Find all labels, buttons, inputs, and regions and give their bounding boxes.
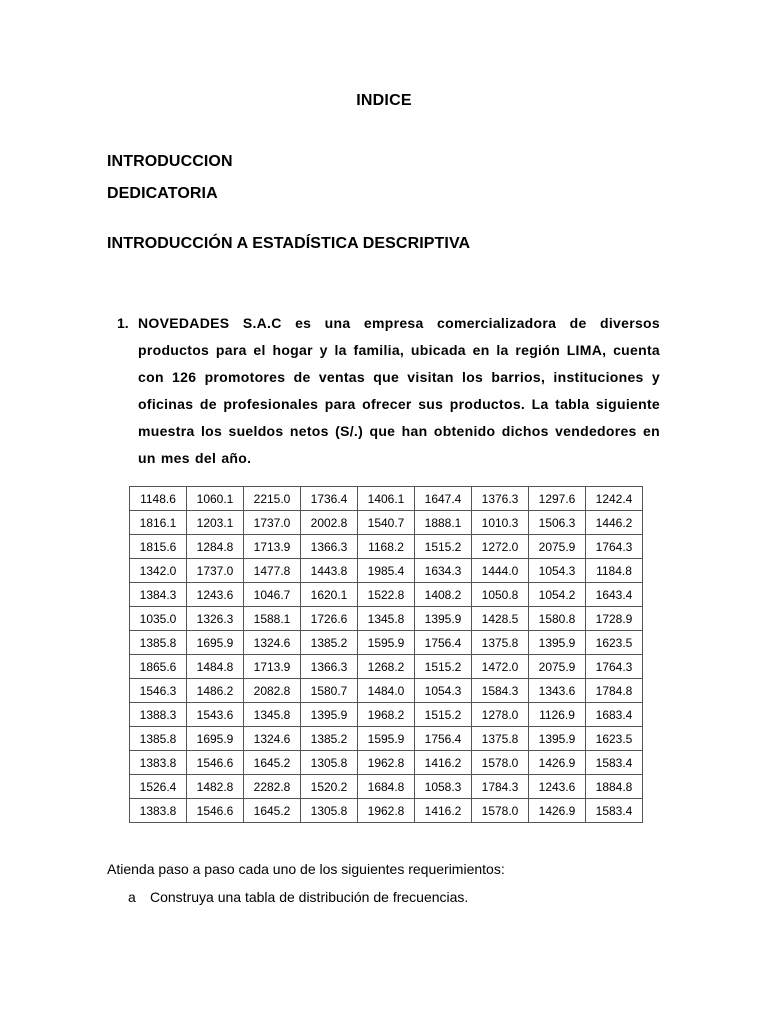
table-cell: 1595.9 — [358, 727, 415, 751]
table-cell: 1326.3 — [187, 607, 244, 631]
table-cell: 1865.6 — [130, 655, 187, 679]
table-cell: 1482.8 — [187, 775, 244, 799]
table-cell: 1684.8 — [358, 775, 415, 799]
table-cell: 1324.6 — [244, 727, 301, 751]
table-cell: 1520.2 — [301, 775, 358, 799]
table-cell: 1243.6 — [529, 775, 586, 799]
table-cell: 1546.3 — [130, 679, 187, 703]
table-cell: 1054.3 — [415, 679, 472, 703]
requirement-text: Construya una tabla de distribución de frecuencias. — [150, 889, 469, 905]
table-cell: 1342.0 — [130, 559, 187, 583]
table-cell: 1324.6 — [244, 631, 301, 655]
table-cell: 1522.8 — [358, 583, 415, 607]
table-cell: 1046.7 — [244, 583, 301, 607]
table-cell: 1756.4 — [415, 631, 472, 655]
table-cell: 1515.2 — [415, 535, 472, 559]
question-text: NOVEDADES S.A.C es una empresa comercializadora de diversos productos para el hogar y la familia, ubicada en la región LIMA, cuenta con 126 promotores de ventas que visitan los barrios, instituciones y oficinas de profesionales para ofrecer sus productos. La tabla siguiente muestra los sueldos netos (S/.) que han obtenido dichos vendedores en un mes del año. — [138, 315, 660, 466]
table-row — [130, 607, 643, 631]
table-cell: 1647.4 — [415, 487, 472, 511]
table-cell: 1272.0 — [472, 535, 529, 559]
table-cell: 2075.9 — [529, 535, 586, 559]
table-cell: 1546.6 — [187, 799, 244, 823]
table-cell: 1695.9 — [187, 631, 244, 655]
table-cell: 1584.3 — [472, 679, 529, 703]
table-cell: 1683.4 — [586, 703, 643, 727]
table-cell: 1737.0 — [244, 511, 301, 535]
table-cell: 1375.8 — [472, 631, 529, 655]
table-cell: 1506.3 — [529, 511, 586, 535]
table-cell: 1383.8 — [130, 799, 187, 823]
table-cell: 1297.6 — [529, 487, 586, 511]
table-cell: 1010.3 — [472, 511, 529, 535]
table-cell: 2082.8 — [244, 679, 301, 703]
table-cell: 1426.9 — [529, 799, 586, 823]
table-cell: 1737.0 — [187, 559, 244, 583]
table-cell: 1446.2 — [586, 511, 643, 535]
table-cell: 1484.8 — [187, 655, 244, 679]
table-cell: 2075.9 — [529, 655, 586, 679]
table-cell: 1888.1 — [415, 511, 472, 535]
table-cell: 1305.8 — [301, 751, 358, 775]
table-cell: 1580.7 — [301, 679, 358, 703]
index-title: INDICE — [356, 92, 412, 109]
table-cell: 2002.8 — [301, 511, 358, 535]
table-cell: 1242.4 — [586, 487, 643, 511]
table-cell: 1268.2 — [358, 655, 415, 679]
table-cell: 1168.2 — [358, 535, 415, 559]
table-cell: 1484.0 — [358, 679, 415, 703]
table-cell: 1816.1 — [130, 511, 187, 535]
table-cell: 2215.0 — [244, 487, 301, 511]
table-cell: 1416.2 — [415, 799, 472, 823]
table-cell: 1580.8 — [529, 607, 586, 631]
table-cell: 1962.8 — [358, 751, 415, 775]
table-cell: 1366.3 — [301, 535, 358, 559]
table-cell: 1428.5 — [472, 607, 529, 631]
table-cell: 1595.9 — [358, 631, 415, 655]
table-cell: 1968.2 — [358, 703, 415, 727]
table-cell: 1148.6 — [130, 487, 187, 511]
table-cell: 1543.6 — [187, 703, 244, 727]
table-cell: 1058.3 — [415, 775, 472, 799]
table-cell: 1395.9 — [301, 703, 358, 727]
table-cell: 1444.0 — [472, 559, 529, 583]
table-cell: 1203.1 — [187, 511, 244, 535]
requirement-letter: a — [128, 889, 136, 905]
table-cell: 1375.8 — [472, 727, 529, 751]
table-cell: 1578.0 — [472, 799, 529, 823]
instructions-text: Atienda paso a paso cada uno de los siguientes requerimientos: — [107, 861, 505, 877]
table-cell: 1126.9 — [529, 703, 586, 727]
table-cell: 1515.2 — [415, 655, 472, 679]
question-number: 1. — [117, 315, 129, 331]
table-row — [130, 631, 643, 655]
table-row — [130, 535, 643, 559]
table-row — [130, 559, 643, 583]
table-cell: 1426.9 — [529, 751, 586, 775]
heading-dedicatoria: DEDICATORIA — [107, 185, 218, 202]
table-cell: 1623.5 — [586, 727, 643, 751]
table-row — [130, 751, 643, 775]
table-cell: 1243.6 — [187, 583, 244, 607]
table-cell: 1634.3 — [415, 559, 472, 583]
table-cell: 1623.5 — [586, 631, 643, 655]
table-cell: 1477.8 — [244, 559, 301, 583]
table-cell: 2282.8 — [244, 775, 301, 799]
table-cell: 1578.0 — [472, 751, 529, 775]
table-cell: 1588.1 — [244, 607, 301, 631]
table-cell: 1540.7 — [358, 511, 415, 535]
table-cell: 1764.3 — [586, 655, 643, 679]
table-cell: 1408.2 — [415, 583, 472, 607]
table-cell: 1376.3 — [472, 487, 529, 511]
table-cell: 1713.9 — [244, 535, 301, 559]
table-cell: 1726.6 — [301, 607, 358, 631]
table-cell: 1050.8 — [472, 583, 529, 607]
table-cell: 1406.1 — [358, 487, 415, 511]
table-cell: 1054.2 — [529, 583, 586, 607]
table-cell: 1385.8 — [130, 631, 187, 655]
table-row — [130, 775, 643, 799]
table-cell: 1643.4 — [586, 583, 643, 607]
table-row — [130, 487, 643, 511]
table-cell: 1184.8 — [586, 559, 643, 583]
table-cell: 1443.8 — [301, 559, 358, 583]
table-cell: 1784.3 — [472, 775, 529, 799]
table-row — [130, 799, 643, 823]
table-cell: 1546.6 — [187, 751, 244, 775]
table-cell: 1472.0 — [472, 655, 529, 679]
table-row — [130, 655, 643, 679]
table-row — [130, 703, 643, 727]
table-cell: 1395.9 — [529, 727, 586, 751]
table-cell: 1278.0 — [472, 703, 529, 727]
table-row — [130, 511, 643, 535]
table-cell: 1728.9 — [586, 607, 643, 631]
table-cell: 1695.9 — [187, 727, 244, 751]
table-cell: 1583.4 — [586, 751, 643, 775]
table-row — [130, 583, 643, 607]
table-cell: 1645.2 — [244, 751, 301, 775]
table-cell: 1383.8 — [130, 751, 187, 775]
table-cell: 1736.4 — [301, 487, 358, 511]
table-cell: 1305.8 — [301, 799, 358, 823]
table-cell: 1884.8 — [586, 775, 643, 799]
table-cell: 1284.8 — [187, 535, 244, 559]
heading-introduccion: INTRODUCCION — [107, 153, 233, 170]
table-cell: 1060.1 — [187, 487, 244, 511]
table-cell: 1583.4 — [586, 799, 643, 823]
table-cell: 1035.0 — [130, 607, 187, 631]
table-cell: 1416.2 — [415, 751, 472, 775]
table-cell: 1345.8 — [358, 607, 415, 631]
table-cell: 1962.8 — [358, 799, 415, 823]
table-cell: 1395.9 — [529, 631, 586, 655]
question-1 — [117, 310, 660, 472]
table-cell: 1388.3 — [130, 703, 187, 727]
heading-estadistica-descriptiva: INTRODUCCIÓN A ESTADÍSTICA DESCRIPTIVA — [107, 235, 471, 252]
table-cell: 1343.6 — [529, 679, 586, 703]
table-row — [130, 727, 643, 751]
table-cell: 1384.3 — [130, 583, 187, 607]
table-cell: 1985.4 — [358, 559, 415, 583]
table-cell: 1054.3 — [529, 559, 586, 583]
table-cell: 1345.8 — [244, 703, 301, 727]
table-cell: 1756.4 — [415, 727, 472, 751]
table-cell: 1764.3 — [586, 535, 643, 559]
table-cell: 1815.6 — [130, 535, 187, 559]
table-cell: 1526.4 — [130, 775, 187, 799]
table-cell: 1486.2 — [187, 679, 244, 703]
table-cell: 1620.1 — [301, 583, 358, 607]
table-row — [130, 679, 643, 703]
table-cell: 1385.2 — [301, 727, 358, 751]
table-cell: 1385.2 — [301, 631, 358, 655]
table-cell: 1784.8 — [586, 679, 643, 703]
table-cell: 1385.8 — [130, 727, 187, 751]
table-cell: 1515.2 — [415, 703, 472, 727]
table-cell: 1366.3 — [301, 655, 358, 679]
table-cell: 1645.2 — [244, 799, 301, 823]
table-cell: 1395.9 — [415, 607, 472, 631]
salary-table — [129, 486, 643, 823]
requirement-a — [128, 889, 468, 905]
table-cell: 1713.9 — [244, 655, 301, 679]
